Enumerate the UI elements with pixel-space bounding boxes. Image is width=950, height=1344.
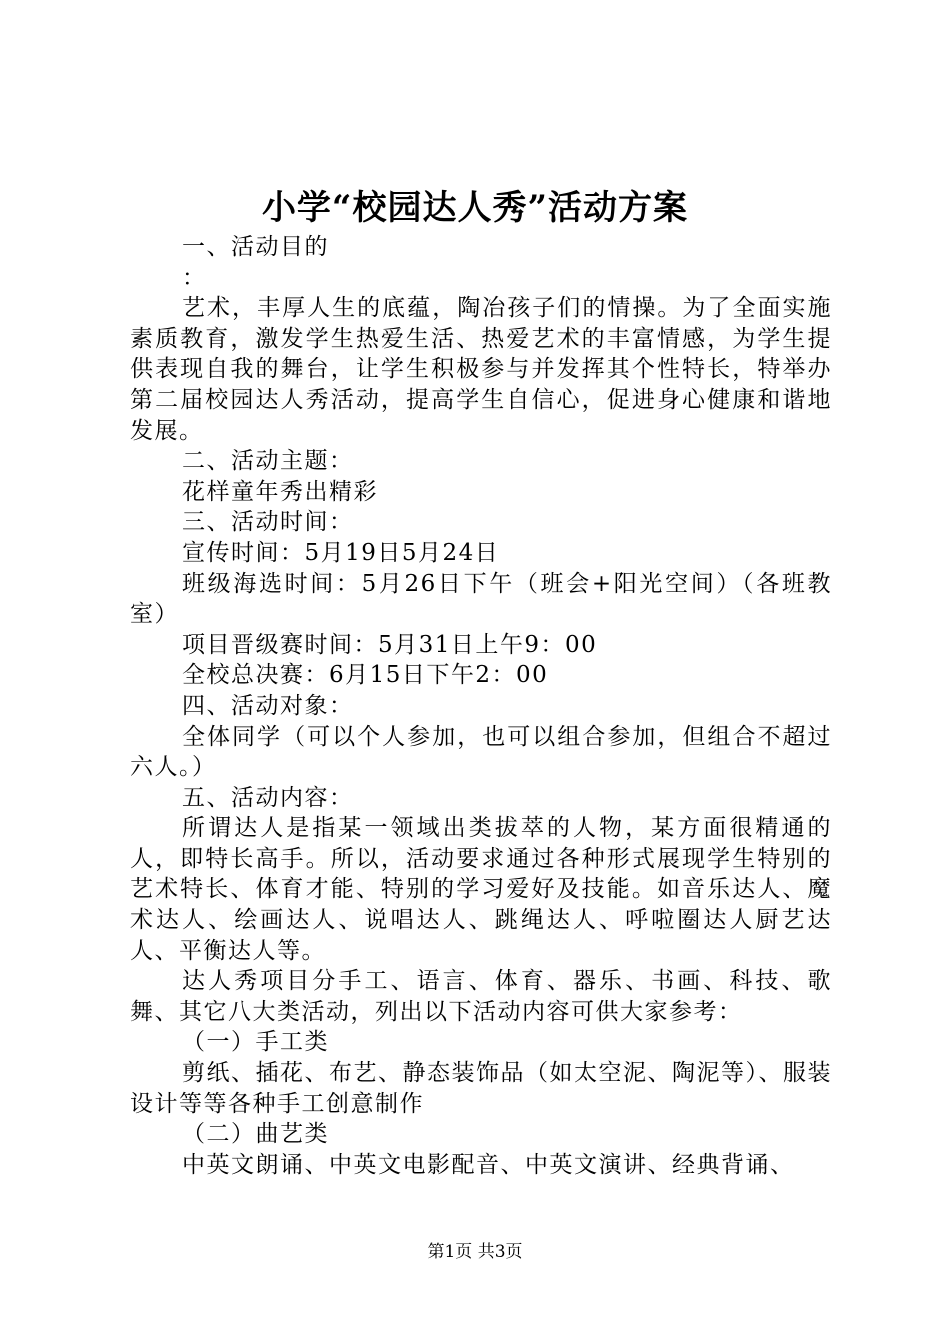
promotion-round-time: 项目晋级赛时间：5月31日上午9：00 — [182, 631, 598, 658]
final-round-time: 全校总决赛：6月15日下午2：00 — [182, 662, 549, 689]
section-heading-participants: 四、活动对象： — [182, 692, 354, 719]
content-paragraph-2: 达人秀项目分手工、语言、体育、器乐、书画、科技、歌舞、其它八大类活动，列出以下活动内容可供大家参考： — [130, 968, 832, 1025]
class-selection-time: 班级海选时间：5月26日下午（班会+阳光空间）（各班教室） — [130, 570, 832, 628]
colon-line: ： — [182, 264, 207, 291]
section-heading-theme: 二、活动主题： — [182, 448, 354, 475]
section-heading-purpose: 一、活动目的 — [182, 234, 329, 260]
section-heading-time: 三、活动时间： — [182, 509, 354, 536]
section-heading-content: 五、活动内容： — [182, 784, 354, 811]
subheading-handcraft: （一）手工类 — [182, 1029, 329, 1056]
participants-text: 全体同学（可以个人参加，也可以组合参加，但组合不超过六人。） — [130, 723, 832, 781]
document-title: 小学“校园达人秀”活动方案 — [261, 188, 689, 228]
subheading-performance: （二）曲艺类 — [182, 1121, 329, 1148]
theme-text: 花样童年秀出精彩 — [182, 478, 378, 505]
handcraft-text: 剪纸、插花、布艺、静态装饰品（如太空泥、陶泥等）、服装设计等等各种手工创意制作 — [130, 1060, 832, 1117]
content-paragraph-1: 所谓达人是指某一领域出类拔萃的人物，某方面很精通的人，即特长高手。所以，活动要求通过各种形式展现学生特别的艺术特长、体育才能、特别的学习爱好及技能。如音乐达人、魔术达人、绘画达人、说唱达人、跳绳达人、呼啦圈达人厨艺达人、平衡达人等。 — [130, 815, 832, 964]
purpose-paragraph: 艺术，丰厚人生的底蕴，陶冶孩子们的情操。为了全面实施素质教育，激发学生热爱生活、热爱艺术的丰富情感，为学生提供表现自我的舞台，让学生积极参与并发挥其个性特长，特举办第二届校园达人秀活动，提高学生自信心，促进身心健康和谐地发展。 — [130, 295, 832, 444]
page-footer: 第1页 共3页 — [427, 1242, 523, 1262]
performance-text: 中英文朗诵、中英文电影配音、中英文演讲、经典背诵、 — [182, 1151, 795, 1178]
document-body — [130, 232, 832, 1180]
promotion-time: 宣传时间：5月19日5月24日 — [182, 539, 500, 566]
